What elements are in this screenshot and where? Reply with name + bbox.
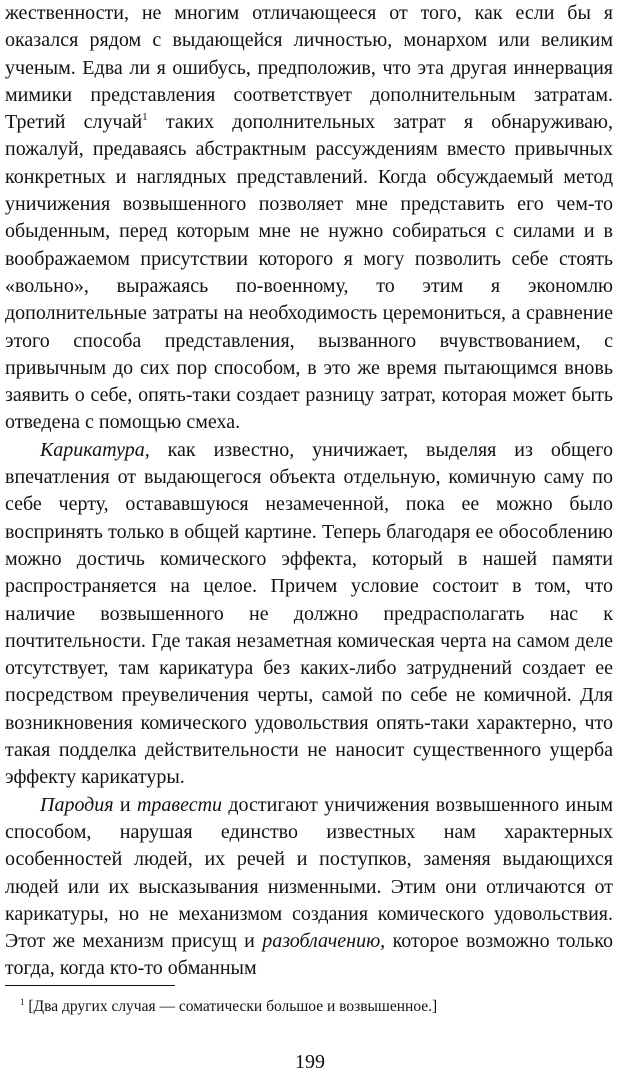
footnote-rule: [5, 985, 175, 986]
text-run: жественности, не многим отличающееся от того, как если бы я оказался рядом с выдающейся личностью, монархом или великим ученым. Едва ли я ошибусь, предположив, что эта другая иннервация мимики представления соответствует дополнительным затратам. Третий случай: [5, 2, 613, 134]
emphasized-text: Пародия: [40, 793, 114, 816]
body-text: [5, 0, 613, 983]
text-run: которое возможно только тогда, когда кто-то обманным: [5, 930, 613, 980]
footnote: [20, 997, 613, 1017]
text-run: достигают уничижения возвышенного иным способом, нарушая единство известных нам характерных особенностей людей, их речей и поступков, заменяя выдающихся людей или их высказывания низменными. Этим они отличаются от карикатуры, но не механизмом создания комического удовольствия. Этот же механизм присущ и: [5, 793, 613, 953]
text-run: и: [113, 793, 137, 816]
footnote-marker: 1: [20, 997, 25, 1007]
page-number: 199: [295, 1051, 325, 1073]
footnote-text: [Два других случая — соматически большое и возвышенное.]: [24, 998, 438, 1015]
emphasized-text: разоблачению,: [262, 930, 386, 953]
paragraph: [5, 792, 613, 983]
paragraph: [5, 0, 613, 437]
emphasized-text: травести: [136, 793, 223, 816]
footnote-reference: 1: [142, 111, 148, 124]
emphasized-text: Карикатура,: [40, 438, 150, 461]
text-run: таких дополнительных затрат я обнаруживаю, пожалуй, предаваясь абстрактным рассуждениям вместо привычных конкретных и наглядных представлений. Когда обсуждаемый метод уничижения возвышенного позволяет мне представить его чем-то обыденным, перед которым мне не нужно собираться с силами и в воображаемом присутствии которого я могу позволить себе стоять «вольно», выражаясь по-военному, то этим я экономлю дополнительные затраты на необходимость церемониться, а сравнение этого способа представления, вызванного вчувствованием, с привычным до сих пор способом, в это же время пытающимся вновь заявить о себе, опять-таки создает разницу затрат, которая может быть отведена с помощью смеха.: [5, 111, 613, 434]
paragraph: [5, 437, 613, 792]
text-run: как известно, уничижает, выделяя из общего впечатления от выдающегося объекта отдельную, комичную саму по себе черту, остававшуюся незамеченной, пока ее можно было воспринять только в общей картине. Теперь благодаря ее обособлению можно достичь комического эффекта, который в нашей памяти распространяется на целое. Причем условие состоит в том, что наличие возвышенного не должно предрасполагать нас к почтительности. Где такая незаметная комическая черта на самом деле отсутствует, там карикатура без каких-либо затруднений создает ее посредством преувеличения черты, самой по себе не комичной. Для возникновения комического удовольствия опять-таки характерно, что такая подделка действительности не наносит существенного ущерба эффекту карикатуры.: [5, 438, 613, 789]
